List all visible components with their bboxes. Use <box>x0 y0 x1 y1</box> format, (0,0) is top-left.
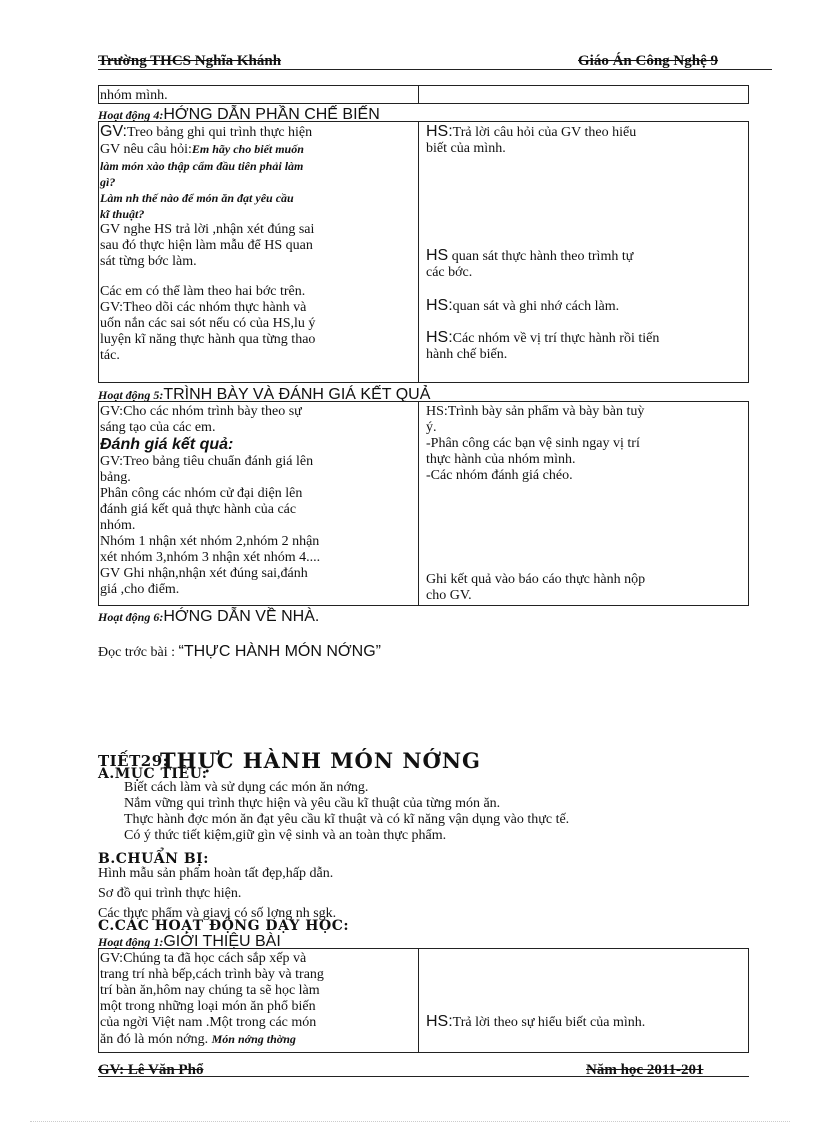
text-line: GV Ghi nhận,nhận xét đúng sai,đánh <box>100 566 308 581</box>
footer-rule <box>98 1076 749 1077</box>
activities-heading: C.CÁC HOẠT ĐỘNG DẠY HỌC: <box>98 918 350 934</box>
objective-item: Nắm vững qui trình thực hiện và yêu cầu kĩ thuật của từng món ăn. <box>124 796 501 811</box>
hs-tag: HS: <box>426 297 453 314</box>
hs-tag: HS: <box>426 123 453 140</box>
text-line: nhóm. <box>100 518 136 533</box>
emphasis-text: Món nớng thờng <box>211 1032 296 1046</box>
preparation-item: Hình mẫu sản phẩm hoàn tất đẹp,hấp dẫn. <box>98 866 334 881</box>
text-line: uốn nắn các sai sót nếu có của HS,lu ý <box>100 316 316 331</box>
text-line: cho GV. <box>426 588 472 603</box>
homework-title: “THỰC HÀNH MÓN NỚNG” <box>178 643 381 660</box>
hs-tag: HS: <box>426 1013 453 1030</box>
text-line: GV:Cho các nhóm trình bày theo sự <box>100 404 302 419</box>
text-line: hành chế biến. <box>426 347 508 362</box>
activity-4-label: Hoạt động 4: <box>98 108 164 122</box>
top-row-divider <box>418 85 419 104</box>
lesson-title: THỰC HÀNH MÓN NỚNG <box>160 748 481 773</box>
activity-4-student-cell-3 <box>426 298 746 315</box>
objective-item: Biết cách làm và sử dụng các món ăn nớng. <box>124 780 369 795</box>
text-line: Phân công các nhóm cử đại diện lên <box>100 486 303 501</box>
activity-1-label: Hoạt động 1: <box>98 935 164 949</box>
activity-5-teacher-cell <box>100 404 416 598</box>
header-subject: Giáo Án Công Nghệ 9 <box>578 53 719 69</box>
activity-6-heading <box>98 608 319 626</box>
text-line: bảng. <box>100 470 131 485</box>
text-line: Trả lời theo sự hiểu biết của mình. <box>452 1015 646 1030</box>
text-line: sau đó thực hiện làm mẫu để HS quan <box>100 238 313 253</box>
text-line: đánh giá kết quả thực hành của các <box>100 502 297 517</box>
activity-5-student-cell <box>426 404 746 484</box>
question-text: Làm nh thế nào để món ăn đạt yêu cầu <box>100 191 294 205</box>
text-line: sáng tạo của các em. <box>100 420 216 435</box>
text-line: luyện kĩ năng thực hành qua từng thao <box>100 332 316 347</box>
text-line: Các nhóm về vị trí thực hành rồi tiến <box>452 331 660 346</box>
activity-1-student-cell <box>426 1014 746 1031</box>
activity-5-student-cell-2 <box>426 572 746 604</box>
activity-4-teacher-cell <box>100 124 416 364</box>
gv-tag: GV: <box>100 123 127 140</box>
question-text: gì? <box>100 175 116 189</box>
text-line: biết của mình. <box>426 141 506 156</box>
objectives-heading: A.MỤC TIÊU: <box>98 766 208 782</box>
activity-4-divider <box>418 121 419 383</box>
text-line: trí bàn ăn,hôm nay chúng ta sẽ học làm <box>100 983 320 998</box>
text-line: xét nhóm 3,nhóm 3 nhận xét nhóm 4.... <box>100 550 321 565</box>
text-line: ý. <box>426 420 437 435</box>
text-line: Các em có thể làm theo hai bớc trên. <box>100 284 306 299</box>
text-line: Treo bảng ghi qui trình thực hiện <box>126 125 313 140</box>
objective-item: Có ý thức tiết kiệm,giữ gìn vệ sinh và an toàn thực phẩm. <box>124 828 447 843</box>
activity-4-title: HỚNG DẪN PHẦN CHẾ BIẾN <box>163 106 380 123</box>
text-line: GV nêu câu hỏi: <box>100 142 192 157</box>
text-line: các bớc. <box>426 265 473 280</box>
text-line: -Các nhóm đánh giá chéo. <box>426 468 573 483</box>
text-line: Ghi kết quả vào báo cáo thực hành nộp <box>426 572 646 587</box>
preparation-item: Các thực phẩm và giavị có số lợng nh sgk. <box>98 906 337 921</box>
text-line: một trong những loại món ăn phổ biến <box>100 999 316 1014</box>
text-line: quan sát thực hành theo trìmh tự <box>448 249 634 264</box>
evaluation-heading: Đánh giá kết quả: <box>100 436 234 453</box>
top-row-text: nhóm mình. <box>100 88 168 103</box>
objectives-list <box>124 780 764 844</box>
activity-6-title: HỚNG DẪN VỀ NHÀ. <box>163 608 320 625</box>
text-line: GV:Treo bảng tiêu chuẩn đánh giá lên <box>100 454 314 469</box>
text-line: -Phân công các bạn vệ sinh ngay vị trí <box>426 436 640 451</box>
activity-1-divider <box>418 948 419 1052</box>
text-line: GV:Theo dõi các nhóm thực hành và <box>100 300 307 315</box>
homework-line <box>98 644 381 661</box>
question-text: Em hãy cho biết muốn <box>191 142 304 156</box>
activity-6-label: Hoạt động 6: <box>98 610 164 624</box>
preparation-heading: B.CHUẨN BỊ: <box>98 851 209 867</box>
text-line: GV nghe HS trả lời ,nhận xét đúng sai <box>100 222 315 237</box>
text-line: quan sát và ghi nhớ cách làm. <box>452 299 620 314</box>
activity-1-title: GIỚI THIỆU BÀI <box>163 933 281 950</box>
footer-year: Năm học 2011-201 <box>586 1062 704 1078</box>
text-line: thực hành của nhóm mình. <box>426 452 576 467</box>
text-line: trang trí nhà bếp,cách trình bày và trang <box>100 967 324 982</box>
question-text: làm món xào thập cẩm đầu tiên phải làm <box>100 159 304 173</box>
activity-4-student-cell-4 <box>426 330 746 363</box>
question-text: kĩ thuật? <box>100 207 145 221</box>
text-line: Trả lời câu hỏi của GV theo hiểu <box>452 125 637 140</box>
header-rule <box>98 69 772 70</box>
activity-4-student-cell-2 <box>426 248 746 281</box>
text-line: tác. <box>100 348 120 363</box>
hs-tag: HS: <box>426 329 453 346</box>
homework-prefix: Đọc trớc bài : <box>98 645 179 660</box>
activity-4-student-cell <box>426 124 746 157</box>
text-line: của ngời Việt nam .Một trong các món <box>100 1015 317 1030</box>
hs-tag: HS <box>426 247 449 264</box>
text-line: GV:Chúng ta đã học cách sắp xếp và <box>100 951 307 966</box>
page-edge <box>30 1121 790 1122</box>
activity-5-title: TRÌNH BÀY VÀ ĐÁNH GIÁ KẾT QUẢ <box>163 386 431 403</box>
lesson-number: TIẾT29: <box>98 752 169 770</box>
activity-5-label: Hoạt động 5: <box>98 388 164 402</box>
header-school: Trường THCS Nghĩa Khánh <box>98 53 282 69</box>
activity-5-divider <box>418 401 419 606</box>
activity-1-teacher-cell <box>100 951 416 1051</box>
preparation-item: Sơ đồ qui trình thực hiện. <box>98 886 242 901</box>
footer-rule-top <box>98 1052 749 1053</box>
text-line: giá ,cho điểm. <box>100 582 180 597</box>
text-line: Nhóm 1 nhận xét nhóm 2,nhóm 2 nhận <box>100 534 320 549</box>
text-line: HS:Trình bày sản phẩm và bày bàn tuỳ <box>426 404 645 419</box>
objective-item: Thực hành đợc món ăn đạt yêu cầu kĩ thuật và có kĩ năng vận dụng vào thực tế. <box>124 812 570 827</box>
text-line: ăn đó là món nớng. <box>100 1032 209 1047</box>
top-row-box <box>98 85 749 104</box>
preparation-list <box>98 866 738 922</box>
footer-teacher: GV: Lê Văn Phổ <box>98 1062 204 1078</box>
text-line: sát từng bớc làm. <box>100 254 197 269</box>
